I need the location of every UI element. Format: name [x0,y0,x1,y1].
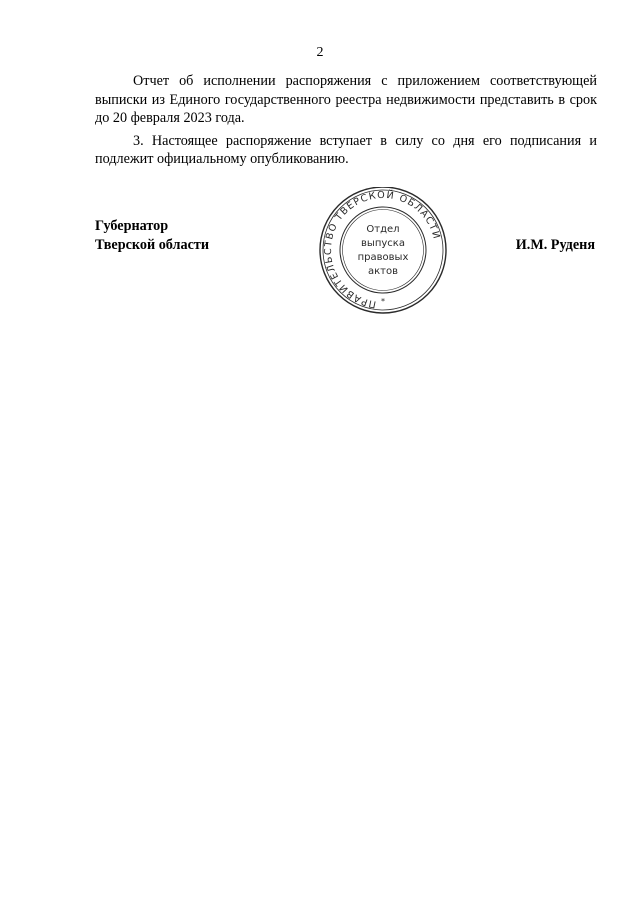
seal-star: * [381,297,385,306]
signer-position-line2: Тверской области [95,236,210,253]
signer-position-line1: Губернатор [95,218,169,234]
seal-center-line2: выпуска [361,238,405,249]
paragraph-effective-date: 3. Настоящее распоряжение вступает в силу со дня его подписания и подлежит официальному опубликованию. [95,132,597,167]
paragraph-report: Отчет об исполнении распоряжения с приложением соответствующей выписки из Единого государственного реестра недвижимости представить в срок до 20 февраля 2023 года. [95,73,597,126]
seal-center-line3: правовых [357,252,409,263]
signer-name: И.М. Руденя [515,236,595,253]
seal-outer-ring [320,187,446,313]
seal-center-line1: Отдел [366,224,400,235]
seal-inner-ring-2 [343,210,424,291]
signer-position [95,217,209,254]
seal-inner-ring [340,207,426,293]
page-number: 2 [316,45,324,60]
official-seal-stamp [313,187,453,317]
seal-ring-text: ПРАВИТЕЛЬСТВО ТВЕРСКОЙ ОБЛАСТИ [322,189,442,310]
document-body [95,72,597,173]
seal-center-line4: актов [367,266,399,277]
